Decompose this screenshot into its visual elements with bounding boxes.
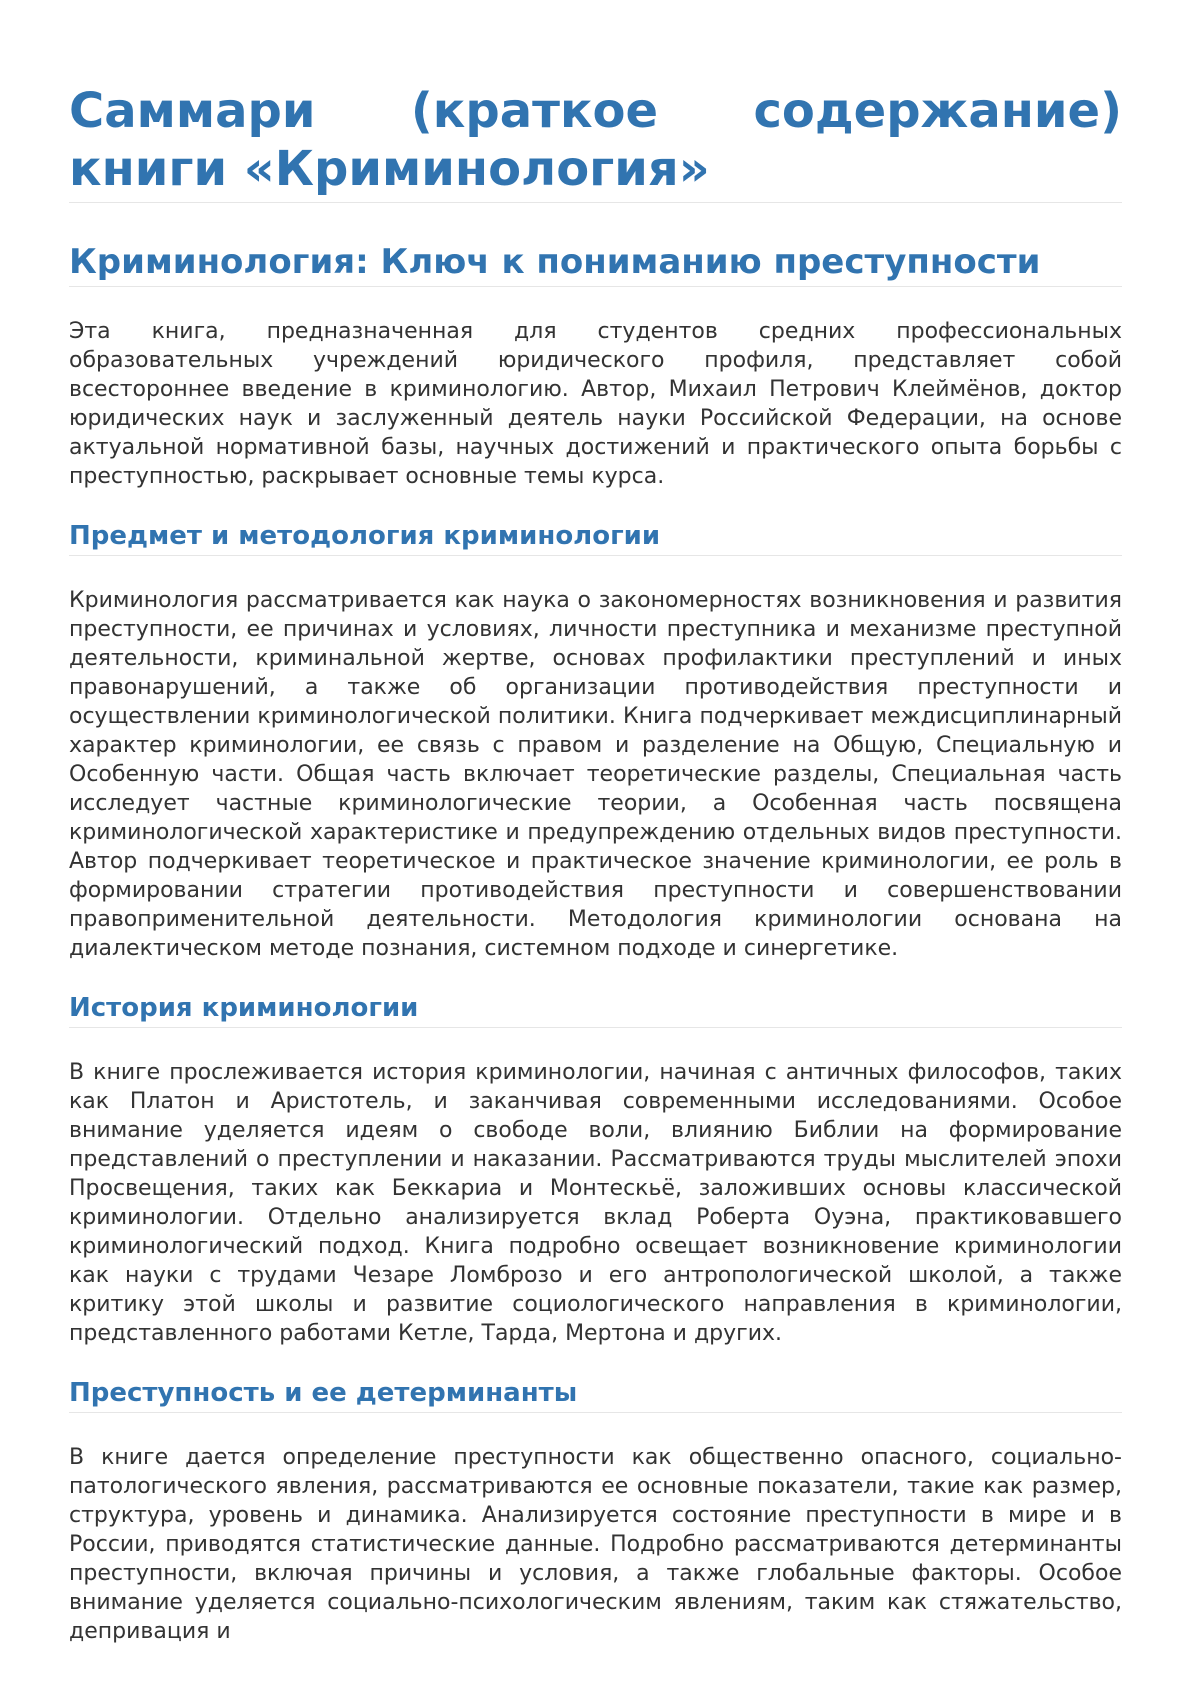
document-title: Саммари (краткое содержание) книги «Криминология»	[69, 82, 1122, 203]
intro-paragraph: Эта книга, предназначенная для студентов средних профессиональных образовательных учреждений юридического профиля, представляет собой всестороннее введение в криминологию. Автор, Михаил Петрович Клеймёнов, доктор юридических наук и заслуженный деятель науки Российской Федерации, на основе актуальной нормативной базы, научных достижений и практического опыта борьбы с преступностью, раскрывает основные темы курса.	[69, 319, 1122, 489]
section-text-subject-methodology: Криминология рассматривается как наука о закономерностях возникновения и развития преступности, ее причинах и условиях, личности преступника и механизме преступной деятельности, криминальной жертве, основах профилактики преступлений и иных правонарушений, а также об организации противодействия преступности и осуществлении криминологической политики. Книга подчеркивает междисциплинарный характер криминологии, ее связь с правом и разделение на Общую, Специальную и Особенную части. Общая часть включает теоретические разделы, Специальная часть исследует частные криминологические теории, а Особенная часть посвящена криминологической характеристике и предупреждению отдельных видов преступности. Автор подчеркивает теоретическое и практическое значение криминологии, ее роль в формировании стратегии противодействия преступности и совершенствовании правоприменительной деятельности. Методология криминологии основана на диалектическом методе познания, системном подходе и синергетике.	[69, 588, 1122, 961]
section-text-crime-determinants: В книге дается определение преступности как общественно опасного, социально-патологического явления, рассматриваются ее основные показатели, такие как размер, структура, уровень и динамика. Анализируется состояние преступности в мире и в России, приводятся статистические данные. Подробно рассматриваются детерминанты преступности, включая причины и условия, а также глобальные факторы. Особое внимание уделяется социально-психологическим явлениям, таким как стяжательство, депривация и	[69, 1445, 1122, 1644]
section-heading-crime-determinants: Преступность и ее детерминанты	[69, 1376, 1122, 1413]
section-heading-history: История криминологии	[69, 991, 1122, 1028]
document-subtitle: Криминология: Ключ к пониманию преступности	[69, 240, 1122, 287]
section-text-history: В книге прослеживается история криминологии, начиная с античных философов, таких как Платон и Аристотель, и заканчивая современными исследованиями. Особое внимание уделяется идеям о свободе воли, влиянию Библии на формирование представлений о преступлении и наказании. Рассматриваются труды мыслителей эпохи Просвещения, таких как Беккариа и Монтескьё, заложивших основы классической криминологии. Отдельно анализируется вклад Роберта Оуэна, практиковавшего криминологический подход. Книга подробно освещает возникновение криминологии как науки с трудами Чезаре Ломброзо и его антропологической школой, а также критику этой школы и развитие социологического направления в криминологии, представленного работами Кетле, Тарда, Мертона и других.	[69, 1060, 1122, 1346]
section-heading-subject-methodology: Предмет и методология криминологии	[69, 519, 1122, 556]
document-page	[69, 0, 1122, 1646]
